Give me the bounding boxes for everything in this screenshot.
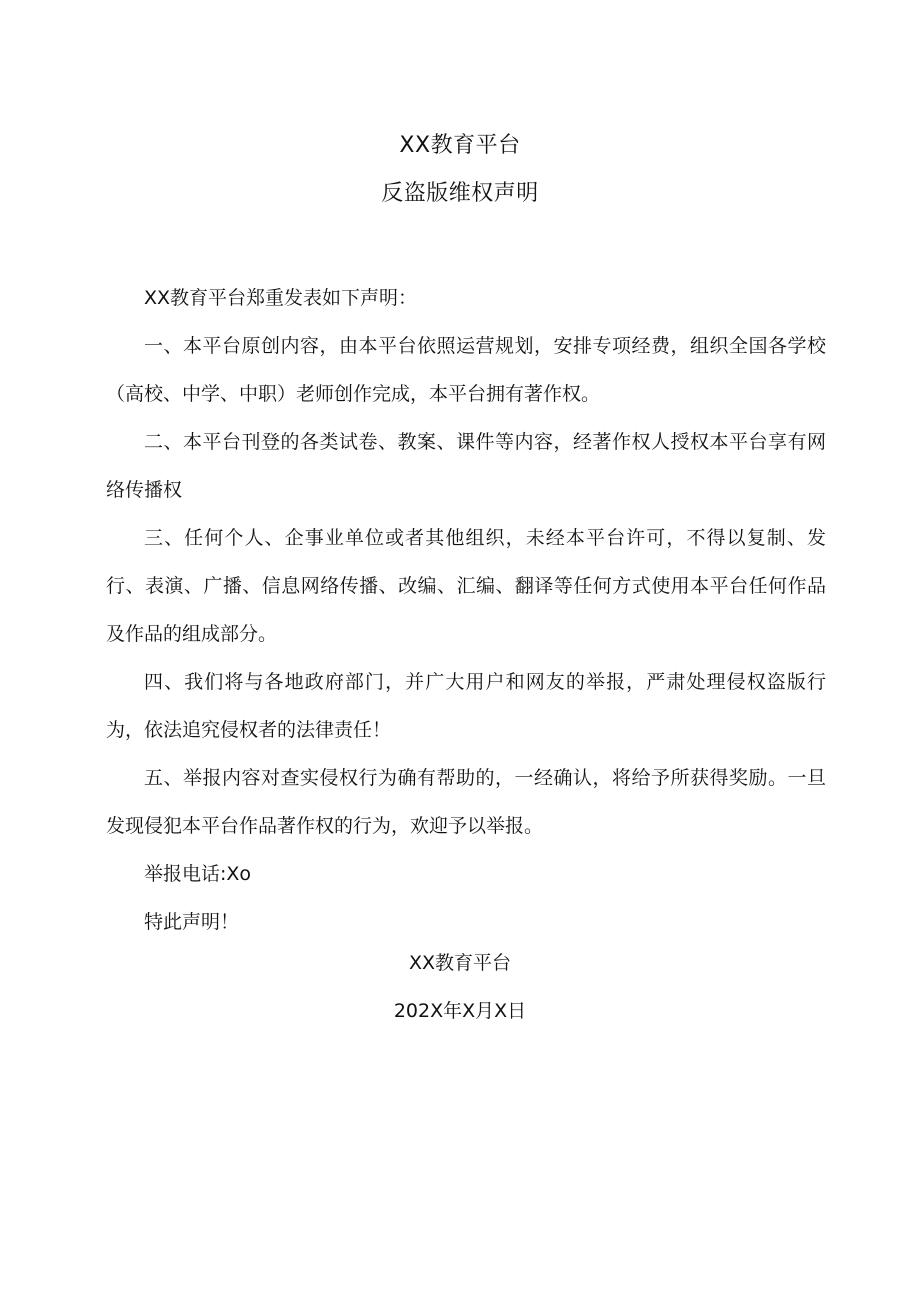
intro-paragraph: XX教育平台郑重发表如下声明：	[144, 287, 418, 309]
signature-organization: XX教育平台	[408, 952, 512, 974]
clause-5-paragraph: 五、举报内容对查实侵权行为确有帮助的，一经确认，将给予所获得奖励。一旦发现侵犯本平台作品著作权的行为，欢迎予以举报。	[106, 767, 826, 837]
clause-3-paragraph: 三、任何个人、企事业单位或者其他组织，未经本平台许可，不得以复制、发行、表演、广播、信息网络传播、改编、汇编、翻译等任何方式使用本平台任何作品及作品的组成部分。	[106, 527, 826, 645]
document-title: XX教育平台	[399, 133, 521, 158]
report-phone-line: 举报电话:Xo	[144, 863, 252, 885]
signature-date: 202X年X月X日	[393, 1000, 527, 1022]
clause-2-paragraph: 二、本平台刊登的各类试卷、教案、课件等内容，经著作权人授权本平台享有网络传播权	[106, 431, 826, 501]
document-body	[106, 274, 826, 946]
clause-4-paragraph: 四、我们将与各地政府部门，并广大用户和网友的举报，严肃处理侵权盗版行为，依法追究侵权者的法律责任！	[106, 671, 826, 741]
clause-1-paragraph: 一、本平台原创内容，由本平台依照运营规划，安排专项经费，组织全国各学校（高校、中学、中职）老师创作完成，本平台拥有著作权。	[106, 335, 826, 405]
closing-line: 特此声明！	[144, 911, 240, 933]
document-subtitle: 反盗版维权声明	[381, 181, 539, 206]
